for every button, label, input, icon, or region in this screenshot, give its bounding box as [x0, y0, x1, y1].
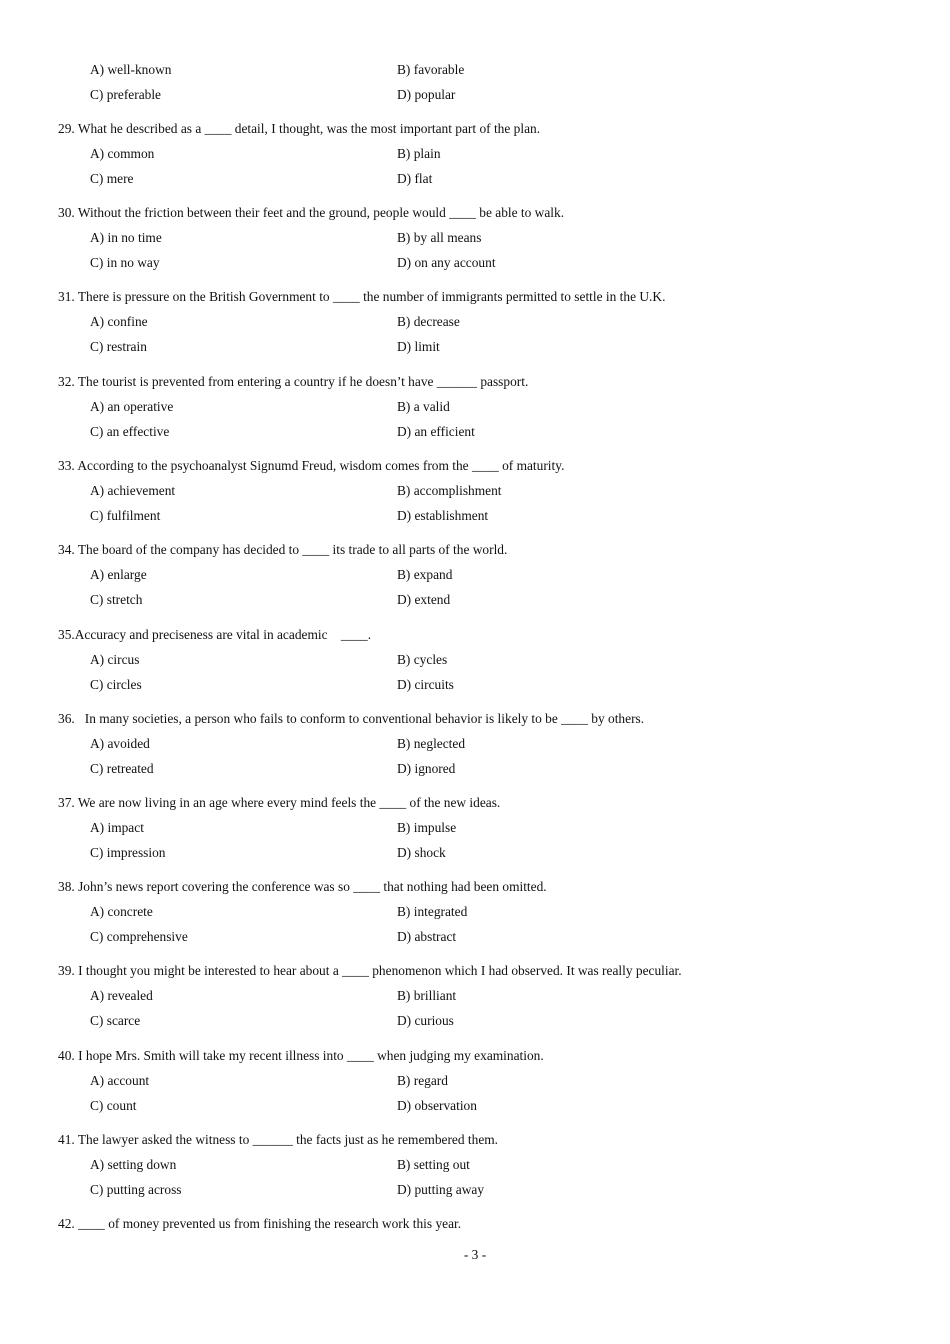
question-text: 42. ____ of money prevented us from finishing the research work this year.	[58, 1216, 462, 1231]
option-row	[0, 253, 900, 273]
option-row	[0, 228, 900, 248]
option-row	[0, 1071, 900, 1091]
question-text: 41. The lawyer asked the witness to ______ the facts just as he remembered them.	[58, 1132, 499, 1147]
option-row	[0, 818, 900, 838]
option-text: C) putting across	[90, 1182, 182, 1197]
option-row	[0, 312, 900, 332]
option-text: B) integrated	[397, 904, 468, 919]
option-text: C) preferable	[90, 87, 162, 102]
option-text: D) extend	[397, 592, 451, 607]
option-text: C) mere	[90, 171, 134, 186]
option-row	[0, 1155, 900, 1175]
question-text: 31. There is pressure on the British Government to ____ the number of immigrants permitted to settle in the U.K.	[58, 289, 666, 304]
option-text: B) brilliant	[397, 988, 457, 1003]
option-text: C) in no way	[90, 255, 160, 270]
option-text: C) restrain	[90, 339, 147, 354]
option-text: C) count	[90, 1098, 137, 1113]
option-text: D) establishment	[397, 508, 489, 523]
option-text: A) account	[90, 1073, 150, 1088]
option-row	[0, 422, 900, 442]
option-text: B) by all means	[397, 230, 482, 245]
option-row	[0, 60, 900, 80]
option-row	[0, 1180, 900, 1200]
option-row	[0, 85, 900, 105]
page-number: - 3 -	[463, 1247, 487, 1262]
option-text: B) cycles	[397, 652, 448, 667]
option-text: B) regard	[397, 1073, 448, 1088]
option-row	[0, 590, 900, 610]
option-text: A) concrete	[90, 904, 153, 919]
question-text: 30. Without the friction between their feet and the ground, people would ____ be able to walk.	[58, 205, 565, 220]
option-text: A) circus	[90, 652, 140, 667]
option-text: C) impression	[90, 845, 166, 860]
option-text: D) observation	[397, 1098, 477, 1113]
option-text: C) comprehensive	[90, 929, 188, 944]
option-row	[0, 337, 900, 357]
option-row	[0, 1096, 900, 1116]
question-text: 40. I hope Mrs. Smith will take my recent illness into ____ when judging my examination.	[58, 1048, 544, 1063]
question-text: 34. The board of the company has decided to ____ its trade to all parts of the world.	[58, 542, 508, 557]
question-text: 38. John’s news report covering the conference was so ____ that nothing had been omitted.	[58, 879, 547, 894]
option-row	[0, 1011, 900, 1031]
question-text: 29. What he described as a ____ detail, I thought, was the most important part of the plan.	[58, 121, 541, 136]
option-text: A) common	[90, 146, 155, 161]
option-text: C) fulfilment	[90, 508, 161, 523]
option-text: D) limit	[397, 339, 440, 354]
option-text: B) a valid	[397, 399, 450, 414]
option-text: A) confine	[90, 314, 148, 329]
option-row	[0, 397, 900, 417]
question-text: 36. In many societies, a person who fails to conform to conventional behavior is likely to be ____ by others.	[58, 711, 645, 726]
option-text: D) circuits	[397, 677, 454, 692]
option-text: C) an effective	[90, 424, 170, 439]
option-text: D) curious	[397, 1013, 454, 1028]
option-row	[0, 843, 900, 863]
option-text: A) impact	[90, 820, 144, 835]
option-text: B) expand	[397, 567, 453, 582]
option-text: D) popular	[397, 87, 456, 102]
option-text: C) circles	[90, 677, 142, 692]
option-text: B) plain	[397, 146, 441, 161]
option-text: C) scarce	[90, 1013, 141, 1028]
option-text: A) achievement	[90, 483, 176, 498]
option-row	[0, 902, 900, 922]
option-text: B) impulse	[397, 820, 457, 835]
question-text: 35.Accuracy and preciseness are vital in academic ____.	[58, 627, 372, 642]
option-text: A) setting down	[90, 1157, 177, 1172]
option-row	[0, 734, 900, 754]
option-text: D) an efficient	[397, 424, 475, 439]
option-text: D) abstract	[397, 929, 457, 944]
option-text: D) flat	[397, 171, 433, 186]
option-row	[0, 506, 900, 526]
question-text: 33. According to the psychoanalyst Signumd Freud, wisdom comes from the ____ of maturity.	[58, 458, 565, 473]
option-text: B) accomplishment	[397, 483, 502, 498]
option-text: D) putting away	[397, 1182, 485, 1197]
option-row	[0, 169, 900, 189]
option-text: B) neglected	[397, 736, 466, 751]
option-row	[0, 759, 900, 779]
option-text: A) revealed	[90, 988, 153, 1003]
option-text: B) favorable	[397, 62, 465, 77]
question-text: 37. We are now living in an age where every mind feels the ____ of the new ideas.	[58, 795, 501, 810]
option-row	[0, 986, 900, 1006]
option-row	[0, 481, 900, 501]
option-row	[0, 565, 900, 585]
option-text: A) an operative	[90, 399, 174, 414]
question-text: 32. The tourist is prevented from entering a country if he doesn’t have ______ passport.	[58, 374, 529, 389]
option-text: A) enlarge	[90, 567, 147, 582]
option-text: B) setting out	[397, 1157, 470, 1172]
option-row	[0, 927, 900, 947]
option-text: D) shock	[397, 845, 446, 860]
option-text: C) retreated	[90, 761, 154, 776]
option-text: B) decrease	[397, 314, 460, 329]
option-text: A) well-known	[90, 62, 172, 77]
option-row	[0, 650, 900, 670]
option-text: A) avoided	[90, 736, 150, 751]
option-row	[0, 144, 900, 164]
option-text: D) ignored	[397, 761, 456, 776]
question-text: 39. I thought you might be interested to hear about a ____ phenomenon which I had observed. It was really peculiar.	[58, 963, 682, 978]
option-text: A) in no time	[90, 230, 162, 245]
option-text: D) on any account	[397, 255, 496, 270]
option-text: C) stretch	[90, 592, 143, 607]
option-row	[0, 675, 900, 695]
